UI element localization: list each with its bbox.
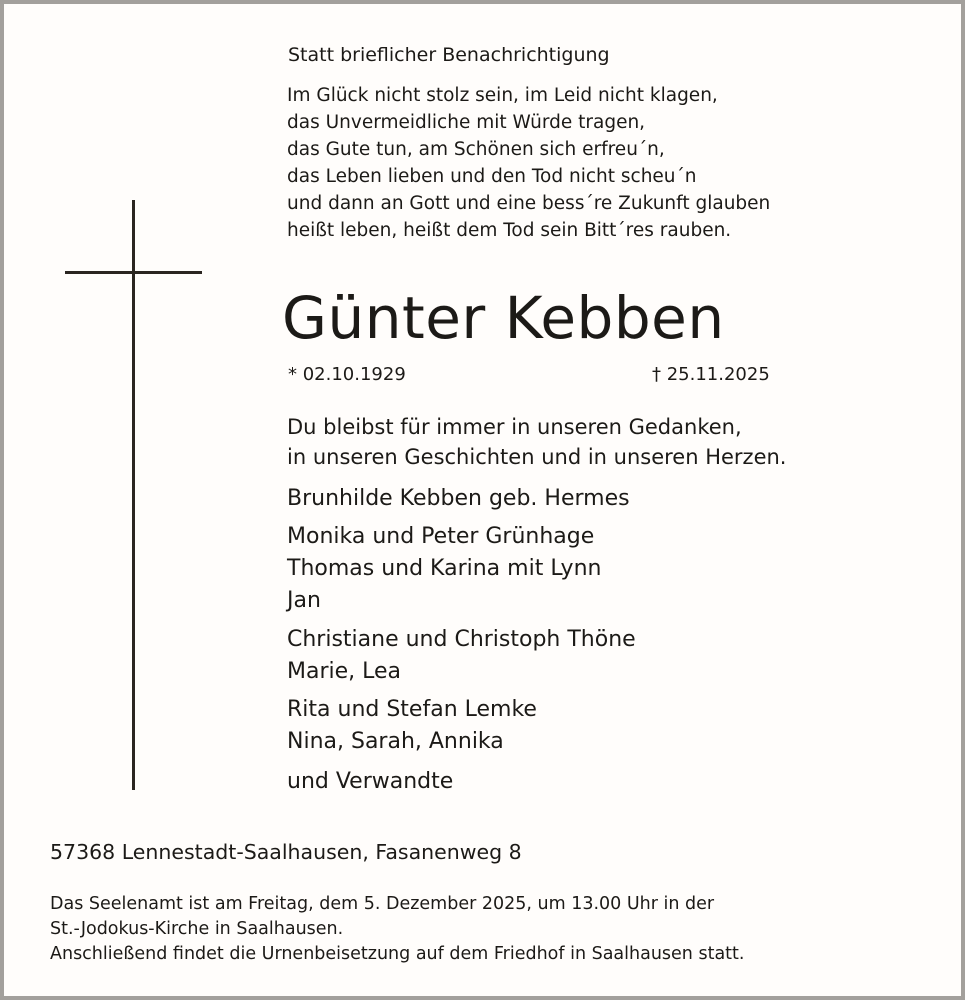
family-group bbox=[287, 624, 636, 688]
family-relatives: und Verwandte bbox=[287, 769, 454, 794]
service-info bbox=[50, 892, 744, 967]
poem-line: heißt leben, heißt dem Tod sein Bitt´res rauben. bbox=[287, 220, 732, 241]
info-line: Anschließend findet die Urnenbeisetzung auf dem Friedhof in Saalhausen statt. bbox=[50, 944, 745, 964]
poem-line: das Leben lieben und den Tod nicht scheu´n bbox=[287, 166, 697, 187]
info-line: Das Seelenamt ist am Freitag, dem 5. Dezember 2025, um 13.00 Uhr in der bbox=[50, 894, 715, 914]
notice-heading: Statt brieflicher Benachrichtigung bbox=[288, 44, 610, 66]
poem-line: Im Glück nicht stolz sein, im Leid nicht klagen, bbox=[287, 85, 718, 106]
family-line: Rita und Stefan Lemke bbox=[287, 697, 537, 722]
family-line: Thomas und Karina mit Lynn bbox=[287, 556, 602, 581]
birth-date: * 02.10.1929 bbox=[288, 364, 406, 385]
family-line: Jan bbox=[287, 588, 321, 613]
deceased-name: Günter Kebben bbox=[282, 284, 725, 352]
family-line: Monika und Peter Grünhage bbox=[287, 524, 595, 549]
family-line: Christiane und Christoph Thöne bbox=[287, 627, 636, 652]
memorial-quote bbox=[287, 412, 786, 472]
widow-maiden-name: geb. Hermes bbox=[481, 486, 630, 511]
quote-line: in unseren Geschichten und in unseren Herzen. bbox=[287, 445, 787, 469]
family-group bbox=[287, 694, 537, 758]
poem-line: und dann an Gott und eine bess´re Zukunft glauben bbox=[287, 193, 771, 214]
info-line: St.-Jodokus-Kirche in Saalhausen. bbox=[50, 919, 344, 939]
death-date: † 25.11.2025 bbox=[652, 364, 770, 385]
widow-name: Brunhilde Kebben bbox=[287, 486, 482, 511]
family-group bbox=[287, 521, 601, 617]
poem-line: das Gute tun, am Schönen sich erfreu´n, bbox=[287, 139, 665, 160]
quote-line: Du bleibst für immer in unseren Gedanken, bbox=[287, 415, 742, 439]
poem bbox=[287, 82, 770, 244]
family-line: Nina, Sarah, Annika bbox=[287, 729, 504, 754]
poem-line: das Unvermeidliche mit Würde tragen, bbox=[287, 112, 646, 133]
cross-vertical-beam bbox=[132, 200, 135, 790]
family-line: Marie, Lea bbox=[287, 659, 402, 684]
address: 57368 Lennestadt-Saalhausen, Fasanenweg 8 bbox=[50, 840, 522, 864]
cross-horizontal-beam bbox=[65, 271, 202, 274]
family-widow bbox=[287, 483, 630, 515]
